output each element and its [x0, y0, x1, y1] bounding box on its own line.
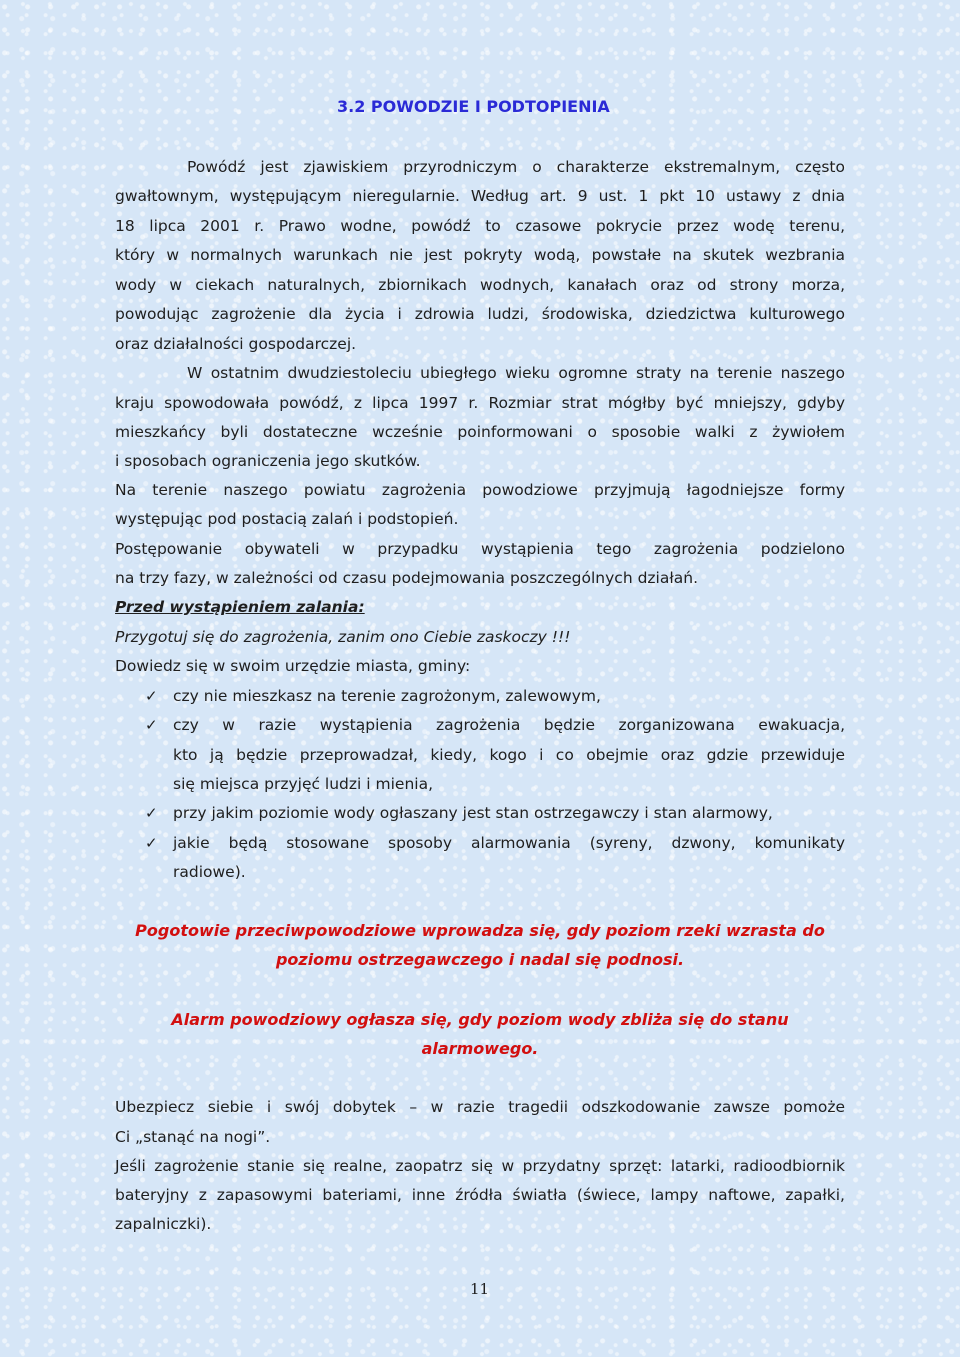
motto: Przygotuj się do zagrożenia, zanim ono Ciebie zaskoczy !!! [115, 628, 571, 646]
para3-line: Na terenie naszego powiatu zagrożenia powodziowe przyjmują łagodniejsze formy [115, 481, 845, 499]
checklist-item-cont: radiowe). [173, 863, 246, 881]
checklist-item: czy nie mieszkasz na terenie zagrożonym, zalewowym, [173, 687, 601, 705]
subsection-heading: Przed wystąpieniem zalania: [115, 598, 365, 616]
checklist-intro: Dowiedz się w swoim urzędzie miasta, gminy: [115, 657, 471, 675]
alert-warning-line: poziomu ostrzegawczego i nadal się podnosi. [275, 950, 685, 969]
para1-line: 18 lipca 2001 r. Prawo wodne, powódź to czasowe pokrycie przez wodę terenu, [115, 217, 845, 235]
checklist-item: jakie będą stosowane sposoby alarmowania (syreny, dzwony, komunikaty [173, 834, 845, 852]
para1-line: Powódź jest zjawiskiem przyrodniczym o charakterze ekstremalnym, często [187, 158, 845, 176]
para6-line: Jeśli zagrożenie stanie się realne, zaopatrz się w przydatny sprzęt: latarki, radioodbiornik [115, 1157, 845, 1175]
para3-line: występując pod postacią zalań i podstopień. [115, 510, 459, 528]
checklist-item: przy jakim poziomie wody ogłaszany jest stan ostrzegawczy i stan alarmowy, [173, 804, 773, 822]
page-number: 11 [470, 1280, 490, 1298]
para5-line: Ubezpiecz siebie i swój dobytek – w razie tragedii odszkodowanie zawsze pomoże [115, 1098, 845, 1116]
para1-line: oraz działalności gospodarczej. [115, 335, 357, 353]
checklist-item-cont: kto ją będzie przeprowadzał, kiedy, kogo i co obejmie oraz gdzie przewiduje [173, 746, 845, 764]
checklist-item-cont: się miejsca przyjęć ludzi i mienia, [173, 775, 433, 793]
para2-line: kraju spowodowała powódź, z lipca 1997 r. Rozmiar strat mógłby być mniejszy, gdyby [115, 394, 845, 412]
para1-line: powodując zagrożenie dla życia i zdrowia ludzi, środowiska, dziedzictwa kulturowego [115, 305, 845, 323]
alert-alarm-line: alarmowego. [421, 1039, 539, 1058]
para1-line: wody w ciekach naturalnych, zbiornikach wodnych, kanałach oraz od strony morza, [115, 276, 845, 294]
para2-line: mieszkańcy byli dostateczne wcześnie poinformowani o sposobie walki z żywiołem [115, 423, 845, 441]
checkmark-icon: ✓ [145, 716, 158, 734]
para5-line: Ci „stanąć na nogi”. [115, 1128, 271, 1146]
checkmark-icon: ✓ [145, 687, 158, 705]
checkmark-icon: ✓ [145, 804, 158, 822]
para2-line: W ostatnim dwudziestoleciu ubiegłego wieku ogromne straty na terenie naszego [187, 364, 845, 382]
para2-line: i sposobach ograniczenia jego skutków. [115, 452, 421, 470]
para6-line: bateryjny z zapasowymi bateriami, inne źródła światła (świece, lampy naftowe, zapałki, [115, 1186, 845, 1204]
checklist-item: czy w razie wystąpienia zagrożenia będzie zorganizowana ewakuacja, [173, 716, 845, 734]
para1-line: który w normalnych warunkach nie jest pokryty wodą, powstałe na skutek wezbrania [115, 246, 845, 264]
checkmark-icon: ✓ [145, 834, 158, 852]
para4-line: Postępowanie obywateli w przypadku wystąpienia tego zagrożenia podzielono [115, 540, 845, 558]
alert-warning-line: Pogotowie przeciwpowodziowe wprowadza się, gdy poziom rzeki wzrasta do [135, 921, 825, 940]
section-title: 3.2 POWODZIE I PODTOPIENIA [337, 97, 610, 116]
para1-line: gwałtownym, występującym nieregularnie. Według art. 9 ust. 1 pkt 10 ustawy z dnia [115, 187, 845, 205]
alert-alarm-line: Alarm powodziowy ogłasza się, gdy poziom wody zbliża się do stanu [171, 1010, 789, 1029]
para6-line: zapalniczki). [115, 1215, 212, 1233]
para4-line: na trzy fazy, w zależności od czasu podejmowania poszczególnych działań. [115, 569, 699, 587]
